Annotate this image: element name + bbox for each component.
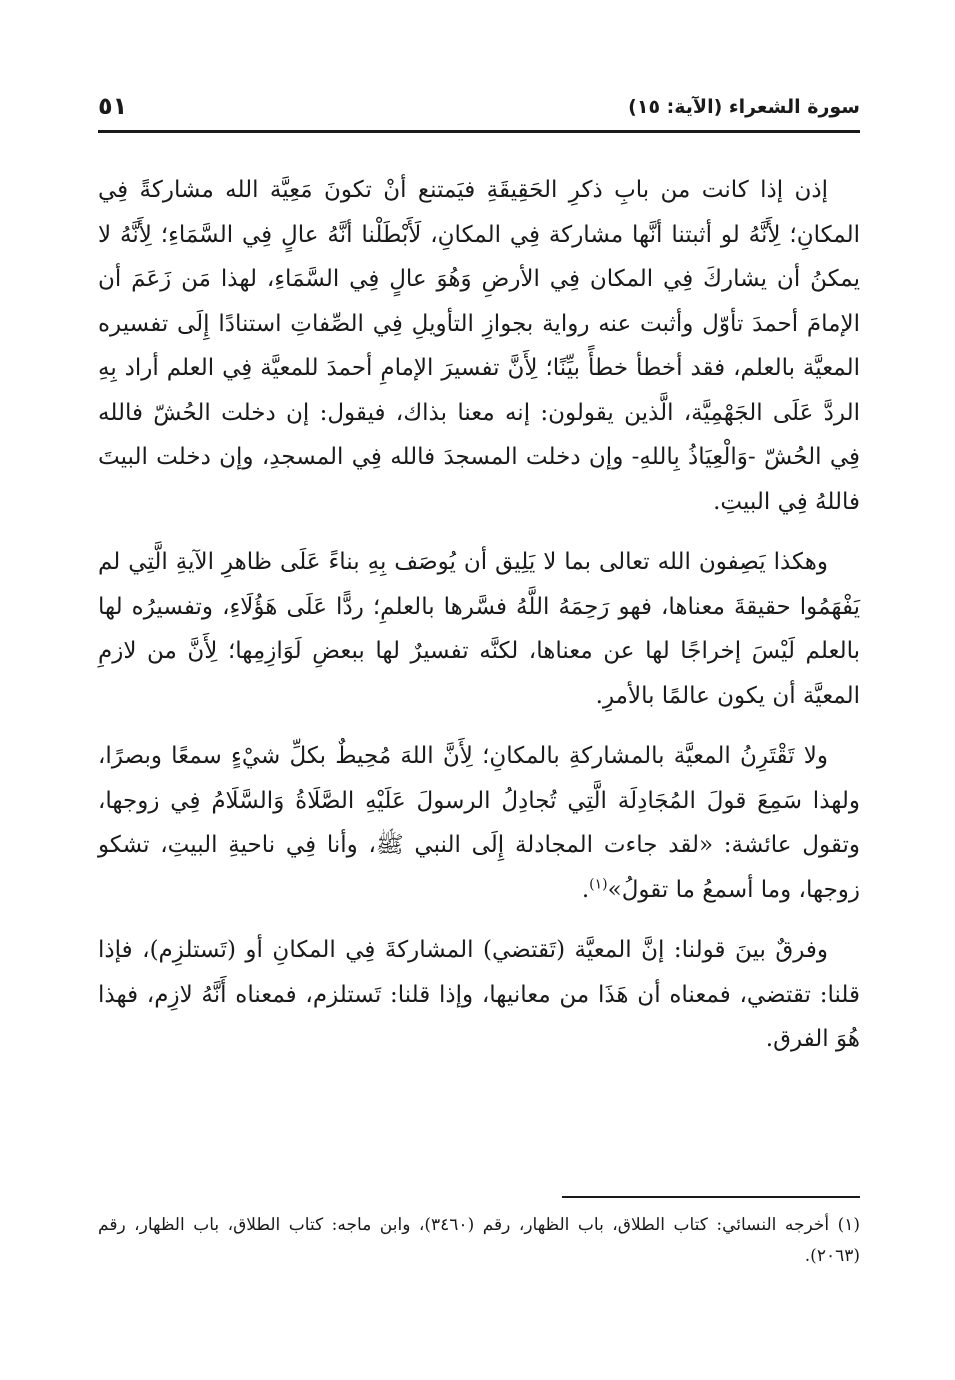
page-header	[98, 92, 860, 128]
paragraph-4	[98, 928, 860, 1062]
paragraph-1	[98, 168, 860, 524]
footnotes	[98, 1210, 860, 1272]
paragraph-text: وفرقٌ بينَ قولنا: إنَّ المعيَّة (تَقتضي) المشاركةَ فِي المكانِ أو (تَستلزِم)، فإذا قلنا: تقتضي، فمعناه أن هَذَا من معانيها، وإذا قلنا: تَستلزم، فمعناه أَنَّهُ لازِم، فهذا هُوَ الفرق.	[98, 937, 860, 1052]
running-title: سورة الشعراء (الآية: ١٥)	[628, 96, 860, 118]
main-text	[98, 168, 860, 1078]
paragraph-3	[98, 734, 860, 912]
footnote-1: (١) أخرجه النسائي: كتاب الطلاق، باب الظهار، رقم (٣٤٦٠)، وابن ماجه: كتاب الطلاق، باب الظهار، رقم (٢٠٦٣).	[98, 1215, 861, 1266]
header-divider	[98, 130, 860, 133]
page-number: ٥١	[98, 92, 128, 120]
paragraph-2	[98, 540, 860, 718]
paragraph-end-punctuation: .	[581, 876, 590, 903]
paragraph-text: وهكذا يَصِفون الله تعالى بما لا يَلِيق أن يُوصَف بِهِ بناءً عَلَى ظاهرِ الآيةِ الَّتِي لم يَفْهَمُوا حقيقةَ معناها، فهو رَحِمَهُ اللَّهُ فسَّرها بالعلمِ؛ ردًّا عَلَى هَؤُلَاءِ، وتفسيرُه لها بالعلم لَيْسَ إخراجًا لها عن معناها، لكنَّه تفسيرٌ لها ببعضِ لَوَازِمِها؛ لِأَنَّ من لازمِ المعيَّة أن يكون عالمًا بالأمرِ.	[98, 549, 860, 709]
paragraph-text: إذن إذا كانت من بابِ ذكرِ الحَقِيقَةِ فيَمتنع أنْ تكونَ مَعِيَّة الله مشاركةً فِي المكانِ؛ لِأَنَّهُ لو أثبتنا أنَّها مشاركة فِي المكانِ، لَأَبْطَلْنا أنَّهُ عالٍ فِي السَّمَاءِ؛ لِأَنَّهُ لا يمكنُ أن يشاركَ فِي المكان فِي الأرضِ وَهُوَ عالٍ فِي السَّمَاءِ، لهذا مَن زَعَمَ أن الإمامَ أحمدَ تأوّل وأثبت عنه رواية بجوازِ التأويلِ فِي الصِّفاتِ استنادًا إِلَى تفسيره المعيَّة بالعلم، فقد أخطأ خطأً بيِّنًا؛ لِأَنَّ تفسيرَ الإمامِ أحمدَ للمعيَّة فِي العلم أراد بِهِ الردَّ عَلَى الجَهْمِيَّة، الَّذين يقولون: إنه معنا بذاك، فيقول: إن دخلت الحُشّ فالله فِي الحُشّ -وَالْعِيَاذُ بِاللهِ- وإن دخلت المسجدَ فالله فِي المسجدِ، وإن دخلت البيتَ فاللهُ فِي البيتِ.	[98, 177, 860, 515]
footnote-reference[interactable]: (١)	[589, 875, 608, 892]
footnote-divider	[562, 1196, 860, 1198]
paragraph-text: ولا تَقْتَرِنُ المعيَّة بالمشاركةِ بالمكانِ؛ لِأَنَّ اللهَ مُحِيطٌ بكلِّ شيْءٍ سمعًا وبصرًا، ولهذا سَمِعَ قولَ المُجَادِلَة الَّتِي تُجادِلُ الرسولَ عَلَيْهِ الصَّلَاةُ وَالسَّلَامُ فِي زوجها، وتقول عائشة: «لقد جاءت المجادلة إِلَى النبي ﷺ، وأنا فِي ناحيةِ البيتِ، تشكو زوجها، وما أسمعُ ما تقولُ»	[98, 743, 860, 903]
